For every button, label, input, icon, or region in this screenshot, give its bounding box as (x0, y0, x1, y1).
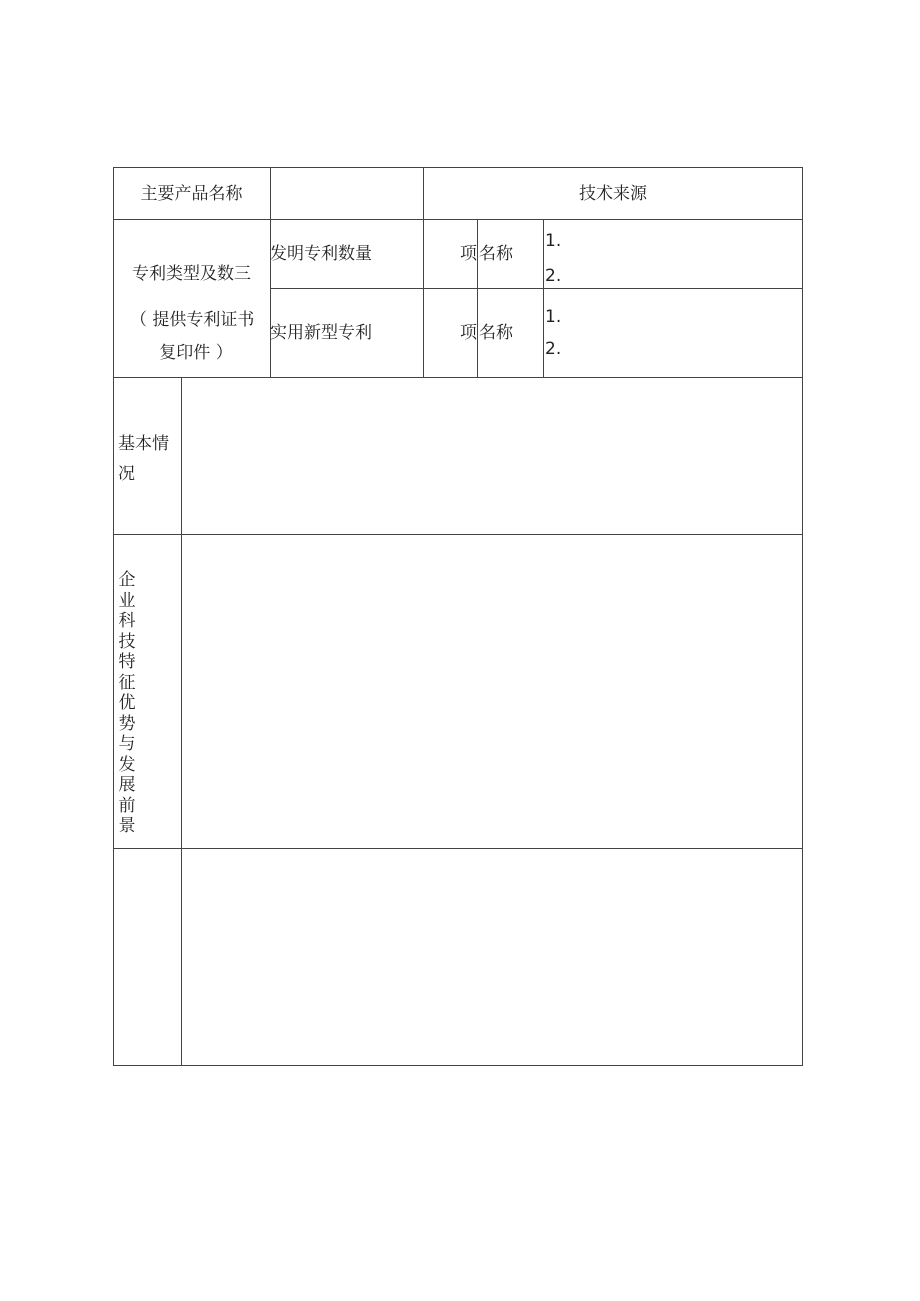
row-divider (270, 288, 803, 289)
patent-category-label-line1: 专利类型及数三 (132, 264, 251, 284)
invention-patent-item-2[interactable]: 2. (545, 266, 562, 286)
utility-patent-item-2[interactable]: 2. (545, 339, 562, 359)
features-content[interactable] (183, 536, 801, 847)
features-label: 企业科技特征优势与发展前景 (118, 570, 136, 836)
table-border-top (113, 167, 803, 168)
patent-category-label-line2: （ 提供专利证书 (130, 310, 255, 330)
invention-patent-count-label: 发明专利数量 (270, 244, 372, 264)
last-row-content[interactable] (183, 850, 801, 1064)
basic-info-content[interactable] (183, 379, 801, 533)
row-divider (113, 534, 803, 535)
table-border-right (802, 167, 803, 1066)
row-divider (113, 377, 803, 378)
table-border-bottom (113, 1065, 803, 1066)
invention-patent-item-1[interactable]: 1. (545, 231, 562, 251)
utility-patent-count-label: 实用新型专利 (270, 323, 372, 343)
product-name-label: 主要产品名称 (140, 184, 243, 204)
utility-patent-count-field[interactable]: 项 (460, 323, 477, 343)
product-name-field[interactable] (271, 168, 423, 219)
column-divider (477, 219, 478, 377)
utility-patent-name-label: 名称 (479, 323, 513, 343)
basic-info-label: 基本情况 (118, 434, 169, 484)
column-divider (181, 377, 182, 1066)
row-divider (113, 219, 803, 220)
invention-patent-name-label: 名称 (479, 244, 513, 264)
utility-patent-item-1[interactable]: 1. (545, 307, 562, 327)
row-divider (113, 848, 803, 849)
column-divider (543, 219, 544, 377)
patent-category-label-line3: 复印件 ） (159, 343, 233, 363)
last-row-label (114, 850, 180, 1064)
tech-source-label: 技术来源 (579, 184, 647, 204)
application-form-table (113, 167, 803, 1066)
invention-patent-count-field[interactable]: 项 (460, 244, 477, 264)
